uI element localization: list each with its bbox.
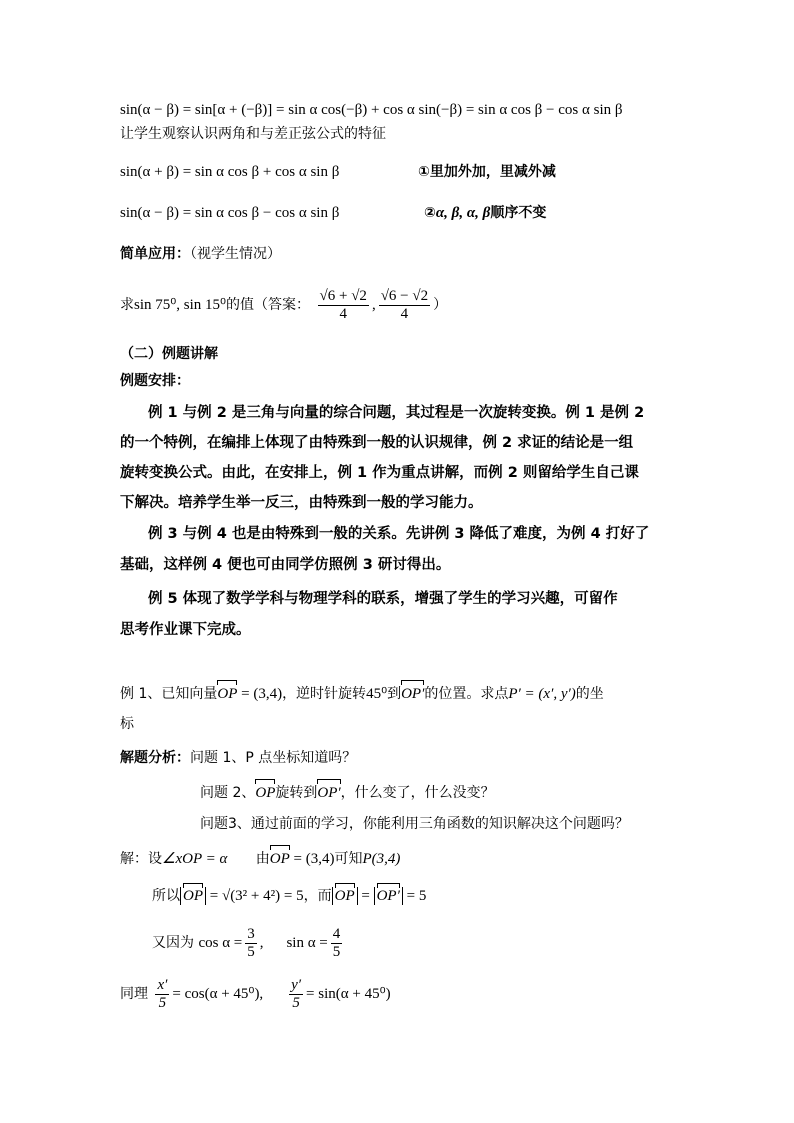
so-and: ，而	[303, 888, 332, 904]
vector-op: OP	[217, 686, 238, 702]
ans1-denominator: 4	[339, 305, 347, 322]
sol-knows: 可知	[334, 851, 363, 867]
vector-op-prime: OP′	[401, 686, 425, 702]
x-prime-rhs: = cos(α + 45⁰),	[172, 986, 264, 1002]
simple-application	[120, 244, 281, 264]
rule-2-prefix: ②	[424, 205, 436, 221]
solution-line-1	[120, 849, 400, 869]
x-prime-denominator: 5	[158, 994, 167, 1011]
ans2-denominator: 4	[400, 305, 409, 322]
ex1-to: 到	[387, 686, 402, 702]
ex1-intro: 例 1、已知向量	[120, 686, 218, 702]
exercise-sin75-sin15: 求sin 75⁰, sin 15⁰的值（答案： $\frac{√6 + √2}{4}$ , $\frac{√6 - √2}{4}$ ）	[120, 287, 448, 322]
sol-point: P(3,4)	[362, 851, 401, 867]
question-3: 问题3、通过前面的学习，你能利用三角函数的知识解决这个问题吗？	[200, 816, 629, 832]
para1-line-3: 旋转变换公式。由此，在安排上，例 1 作为重点讲解，而例 2 则留给学生自己课	[120, 465, 639, 481]
q-close: ）	[433, 297, 448, 313]
answer-fraction-2	[379, 288, 430, 323]
sin-fraction	[331, 926, 343, 961]
para3-line-1: 例 5 体现了数学学科与物理学科的联系，增强了学生的学习兴趣，可留作	[148, 591, 618, 607]
x-prime-fraction	[155, 977, 169, 1012]
x-prime-numerator: x′	[157, 976, 168, 993]
vector-op-q2: OP	[255, 785, 276, 801]
same-label: 同理	[120, 986, 148, 1002]
q2-label: 问题 2、	[200, 785, 256, 801]
simple-app-label: 简单应用：	[120, 246, 190, 262]
solution-same-line	[120, 975, 391, 1013]
question-2	[200, 783, 495, 803]
ex1-rotate: ，逆时针旋转	[282, 686, 367, 702]
q-math: sin 75⁰, sin 15⁰	[134, 297, 227, 313]
sin-label: sin α =	[286, 935, 328, 951]
y-prime-fraction	[289, 977, 303, 1012]
q-mid: 的值（答案：	[226, 297, 311, 313]
sin-denominator: 5	[332, 943, 341, 960]
sol-from: 由	[255, 851, 270, 867]
question-1: 问题 1、P 点坐标知道吗？	[190, 750, 357, 766]
ex1-position: 的位置。求点	[424, 686, 509, 702]
cos-denominator: 5	[247, 943, 255, 960]
example-1-statement	[120, 684, 604, 704]
y-prime-denominator: 5	[292, 994, 300, 1011]
cos-numerator: 3	[247, 925, 255, 942]
cos-fraction	[245, 926, 257, 961]
sol-label: 解：设	[120, 851, 162, 867]
para2-line-1: 例 3 与例 4 也是由特殊到一般的关系。先讲例 3 降低了难度，为例 4 打好了	[148, 526, 650, 542]
vector-op-abs: OP	[183, 888, 203, 904]
para3-line-2: 思考作业课下完成。	[120, 622, 251, 638]
y-prime-numerator: y′	[291, 976, 302, 993]
para1-line-4: 下解决。培养学生举一反三，由特殊到一般的学习能力。	[120, 495, 483, 511]
example-1-wrap: 标	[120, 716, 134, 732]
ans1-numerator: √6 + √2	[319, 287, 367, 304]
arrangement-label: 例题安排：	[120, 373, 190, 389]
solution-cos-sin-line: 又因为 cos α = $\frac{3}{5}$ , sin α = $\frac{4}{5}$	[152, 925, 341, 960]
q2-rotate: 旋转到	[275, 785, 318, 801]
formula-sin-difference-derivation: sin(α − β) = sin[α + (−β)] = sin α cos(−β) + cos α sin(−β) = sin α cos β − cos α sin β	[120, 102, 623, 118]
observe-text: 让学生观察认识两角和与差正弦公式的特征	[120, 126, 386, 142]
ex1-eq: = (3,4)	[237, 686, 283, 702]
y-prime-rhs: = sin(α + 45⁰)	[306, 986, 391, 1002]
sin-numerator: 4	[332, 925, 341, 942]
so-eq2: = 5	[402, 888, 427, 904]
vector-op-prime-abs: OP′	[376, 888, 400, 904]
cos-label: cos α =	[198, 935, 243, 951]
vector-op-abs-2: OP	[334, 888, 355, 904]
q2-rest: ，什么变了，什么没变？	[340, 785, 495, 801]
rule-2	[424, 203, 546, 223]
para2-line-2: 基础，这样例 4 便也可由同学仿照例 3 研讨得出。	[120, 557, 451, 573]
also-label: 又因为	[152, 935, 194, 951]
vector-op-sol: OP	[269, 851, 290, 867]
para1-line-1: 例 1 与例 2 是三角与向量的综合问题，其过程是一次旋转变换。例 1 是例 2	[148, 405, 645, 421]
ex1-degree: 45⁰	[366, 686, 388, 702]
q-prefix: 求	[120, 297, 134, 313]
sol-angle: ∠xOP = α	[162, 851, 228, 867]
formula-sin-difference: sin(α − β) = sin α cos β − cos α sin β	[120, 205, 340, 221]
ex1-point: P′ = (x′, y′)	[508, 686, 576, 702]
answer-fraction-1	[318, 288, 369, 323]
formula-sin-sum: sin(α + β) = sin α cos β + cos α sin β	[120, 164, 340, 180]
solution-magnitude-line: 所以 OP = √(3² + 4²) = 5，而 OP = OP′ = 5	[152, 888, 427, 904]
rule-2-suffix: 顺序不变	[490, 205, 547, 221]
analysis-label: 解题分析：	[120, 750, 190, 766]
ex1-coord: 的坐	[575, 686, 604, 702]
analysis-q1-line	[120, 748, 356, 768]
section-title-examples: （二）例题讲解	[120, 346, 218, 362]
vector-op-prime-q2: OP′	[317, 785, 341, 801]
para1-line-2: 的一个特例，在编排上体现了由特殊到一般的认识规律，例 2 求证的结论是一组	[120, 435, 634, 451]
rule-2-math: α, β, α, β	[435, 205, 491, 221]
so-label: 所以	[152, 888, 180, 904]
ans2-numerator: √6 − √2	[380, 287, 429, 304]
simple-app-note: （视学生情况）	[190, 246, 281, 262]
rule-1: ①里加外加，里减外减	[418, 164, 556, 180]
sol-eq: = (3,4)	[289, 851, 335, 867]
so-eq: = √(3² + 4²) = 5	[206, 888, 304, 904]
